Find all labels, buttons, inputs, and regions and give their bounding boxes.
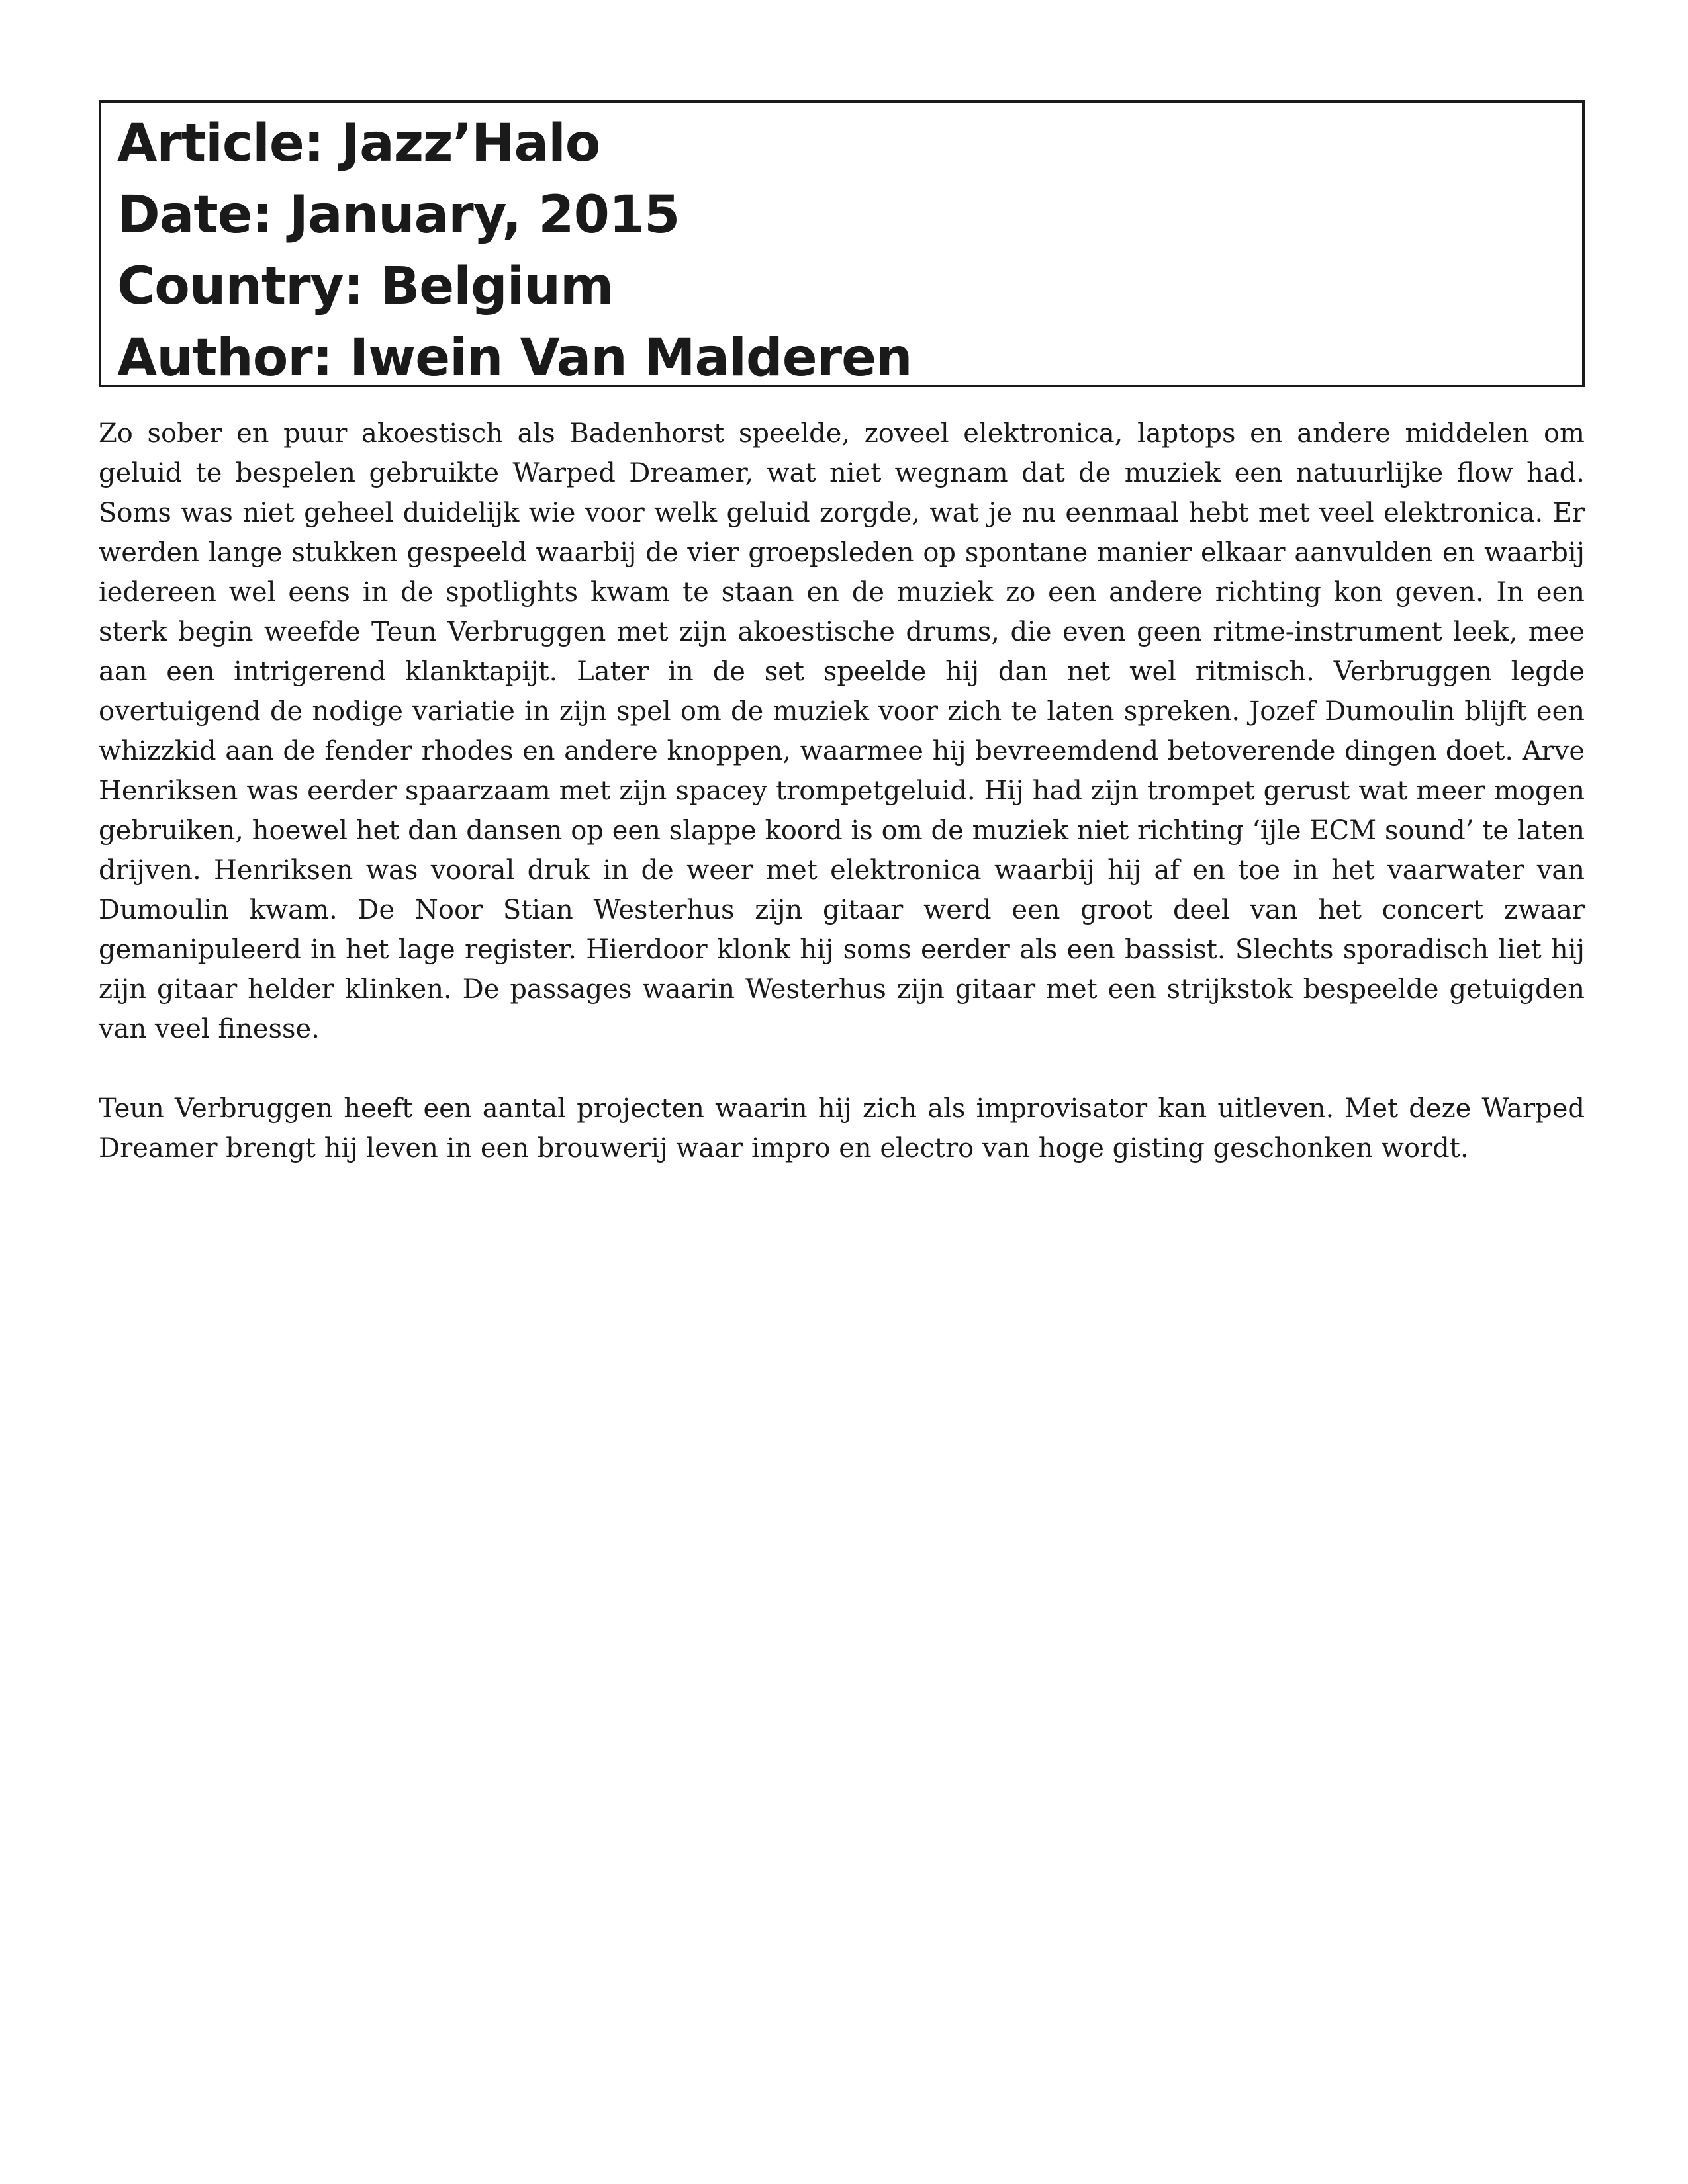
article-info-box	[99, 100, 1585, 387]
article-title: Article: Jazz’Halo	[117, 114, 600, 173]
body-paragraph: Teun Verbruggen heeft een aantal projecten waarin hij zich als improvisator kan uitleven. Met deze Warped Dreamer brengt hij leven in een brouwerij waar impro en electro van hoge gisting geschonken wordt.	[99, 1093, 1585, 1163]
article-author: Author: Iwein Van Malderen	[117, 328, 912, 388]
body-paragraph: Zo sober en puur akoestisch als Badenhorst speelde, zoveel elektronica, laptops en andere middelen om geluid te bespelen gebruikte Warped Dreamer, wat niet wegnam dat de muziek een natuurlijke flow had. Soms was niet geheel duidelijk wie voor welk geluid zorgde, wat je nu eenmaal hebt met veel elektronica. Er werden lange stukken gespeeld waarbij de vier groepsleden op spontane manier elkaar aanvulden en waarbij iedereen wel eens in de spotlights kwam te staan en de muziek zo een andere richting kon geven. In een sterk begin weefde Teun Verbruggen met zijn akoestische drums, die even geen ritme-instrument leek, mee aan een intrigerend klanktapijt. Later in de set speelde hij dan net wel ritmisch. Verbruggen legde overtuigend de nodige variatie in zijn spel om de muziek voor zich te laten spreken. Jozef Dumoulin blijft een whizzkid aan de fender rhodes en andere knoppen, waarmee hij bevreemdend betoverende dingen doet. Arve Henriksen was eerder spaarzaam met zijn spacey trompetgeluid. Hij had zijn trompet gerust wat meer mogen gebruiken, hoewel het dan dansen op een slappe koord is om de muziek niet richting ‘ijle ECM sound’ te laten drijven. Henriksen was vooral druk in de weer met elektronica waarbij hij af en toe in het vaarwater van Dumoulin kwam. De Noor Stian Westerhus zijn gitaar werd een groot deel van het concert zwaar gemanipuleerd in het lage register. Hierdoor klonk hij soms eerder als een bassist. Slechts sporadisch liet hij zijn gitaar helder klinken. De passages waarin Westerhus zijn gitaar met een strijkstok bespeelde getuigden van veel finesse.	[99, 418, 1585, 1044]
article-body	[99, 414, 1585, 1208]
article-date: Date: January, 2015	[117, 185, 680, 245]
article-country: Country: Belgium	[117, 257, 614, 316]
